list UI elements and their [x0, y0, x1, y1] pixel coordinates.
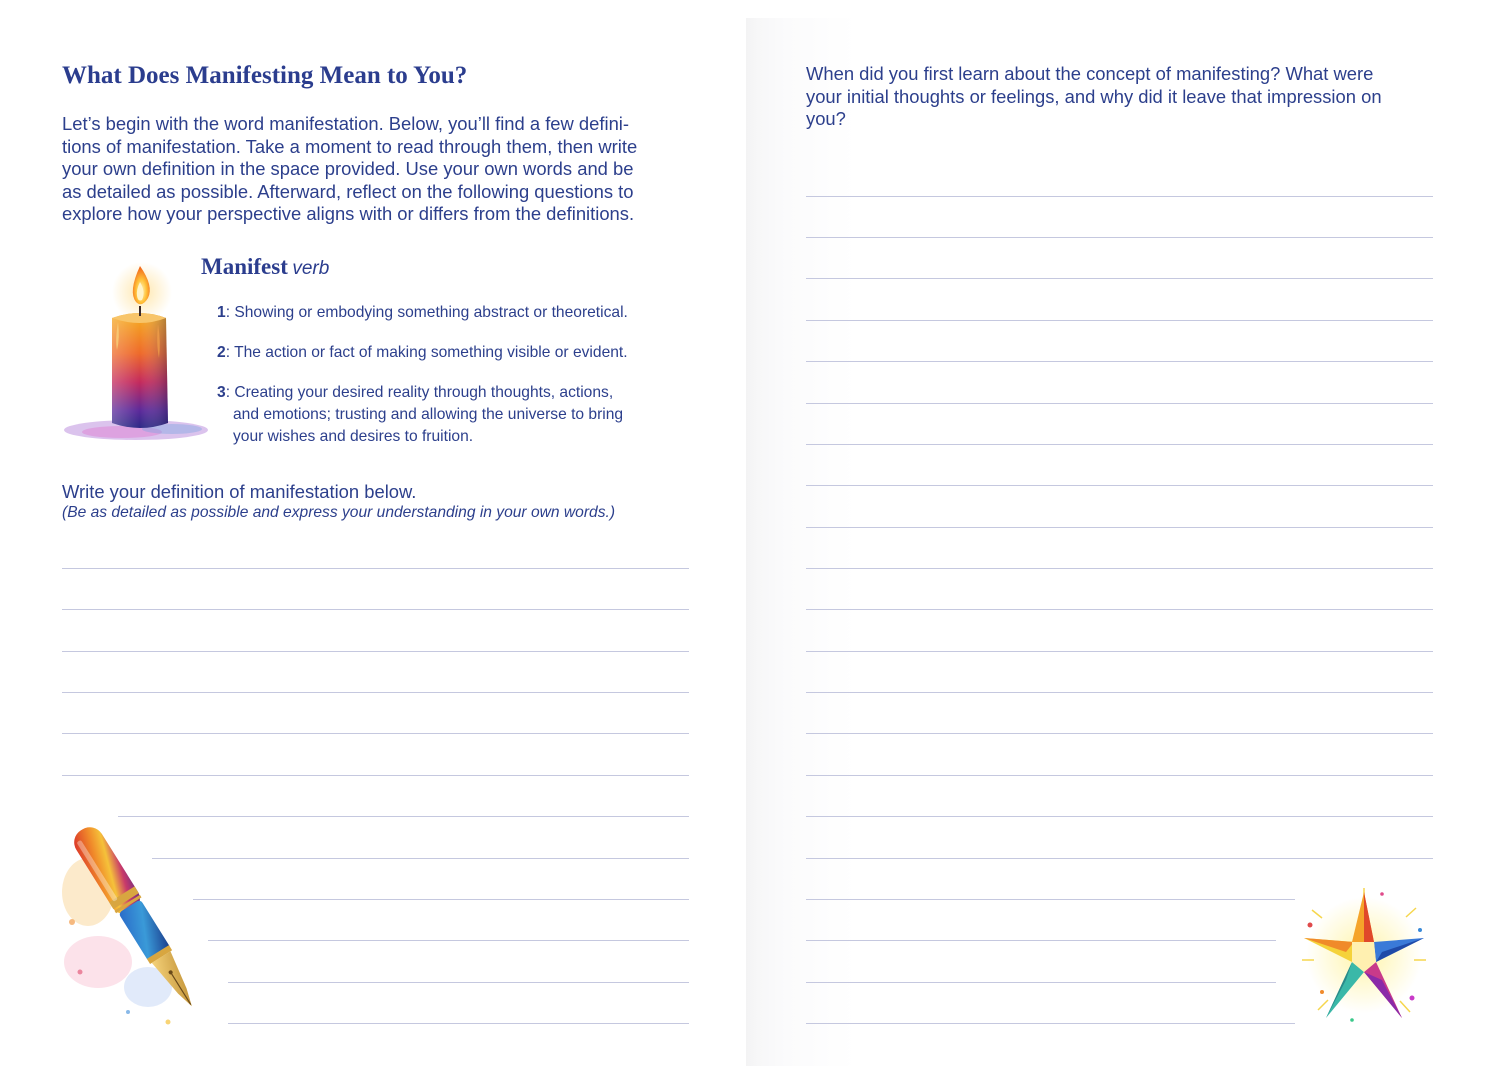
left-writing-line[interactable] [193, 899, 689, 900]
part-of-speech: verb [292, 258, 330, 279]
definition-number: 1 [217, 304, 226, 321]
intro-line: your own definition in the space provided. Use your own words and be [62, 158, 634, 179]
definition-number: 3 [217, 384, 226, 401]
right-writing-line[interactable] [806, 403, 1433, 404]
right-writing-line[interactable] [806, 899, 1295, 900]
left-writing-line[interactable] [62, 733, 689, 734]
intro-line: explore how your perspective aligns with or differs from the definitions. [62, 203, 635, 224]
definition-text: : Creating your desired reality through thoughts, actions, [225, 384, 614, 401]
question-line: your initial thoughts or feelings, and why did it leave that impression on [806, 85, 1382, 107]
right-writing-line[interactable] [806, 609, 1433, 610]
right-writing-line[interactable] [806, 320, 1433, 321]
right-writing-line[interactable] [806, 278, 1433, 279]
writing-prompt: Write your definition of manifestation below. [62, 481, 417, 502]
right-writing-line[interactable] [806, 940, 1276, 941]
question-line: you? [806, 108, 846, 129]
writing-prompt-hint: (Be as detailed as possible and express your understanding in your own words.) [62, 504, 616, 521]
right-writing-line[interactable] [806, 858, 1433, 859]
page-title: What Does Manifesting Mean to You? [62, 62, 468, 89]
right-writing-line[interactable] [806, 775, 1433, 776]
definition-heading [201, 254, 329, 280]
definition-item [217, 382, 623, 448]
left-writing-line[interactable] [208, 940, 689, 941]
left-writing-line[interactable] [228, 982, 689, 983]
definition-number: 2 [217, 344, 226, 361]
definition-text-continued: and emotions; trusting and allowing the universe to bring [233, 406, 624, 423]
definition-text-continued: your wishes and desires to fruition. [233, 428, 474, 445]
right-writing-line[interactable] [806, 1023, 1295, 1024]
definition-item [217, 302, 628, 324]
intro-line: tions of manifestation. Take a moment to read through them, then write [62, 135, 638, 157]
left-writing-line[interactable] [62, 775, 689, 776]
right-writing-line[interactable] [806, 361, 1433, 362]
candle-icon [62, 258, 214, 448]
definition-word: Manifest [201, 254, 288, 279]
reflection-question [806, 63, 1446, 131]
intro-line: as detailed as possible. Afterward, reflect on the following questions to [62, 180, 634, 202]
right-writing-line[interactable] [806, 568, 1433, 569]
star-icon [1292, 880, 1437, 1030]
definition-item [217, 342, 628, 364]
question-line: When did you first learn about the concept of manifesting? What were [806, 63, 1374, 84]
right-writing-line[interactable] [806, 196, 1433, 197]
right-writing-line[interactable] [806, 816, 1433, 817]
right-writing-line[interactable] [806, 237, 1433, 238]
right-writing-line[interactable] [806, 982, 1276, 983]
right-writing-line[interactable] [806, 651, 1433, 652]
right-writing-line[interactable] [806, 692, 1433, 693]
right-writing-line[interactable] [806, 444, 1433, 445]
definition-text: : Showing or embodying something abstract or theoretical. [225, 304, 628, 321]
left-writing-line[interactable] [152, 858, 689, 859]
fountain-pen-icon [58, 812, 218, 1032]
left-writing-line[interactable] [62, 692, 689, 693]
left-writing-line[interactable] [228, 1023, 689, 1024]
right-writing-line[interactable] [806, 733, 1433, 734]
intro-line: Let’s begin with the word manifestation. Below, you’ll find a few defini- [62, 113, 630, 134]
right-writing-line[interactable] [806, 527, 1433, 528]
left-writing-line[interactable] [62, 609, 689, 610]
intro-paragraph [62, 113, 692, 226]
right-writing-line[interactable] [806, 485, 1433, 486]
left-writing-line[interactable] [62, 568, 689, 569]
left-writing-line[interactable] [62, 651, 689, 652]
definition-text: : The action or fact of making something visible or evident. [225, 344, 628, 361]
